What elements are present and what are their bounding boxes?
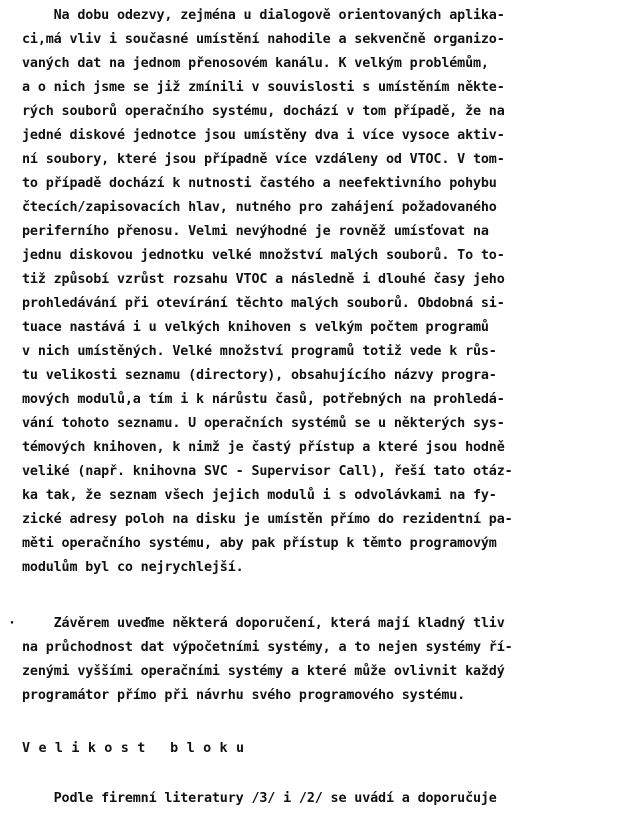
paragraph-1-line: ka tak, že seznam všech jejich modulů i s odvolávkami na fy- bbox=[22, 488, 497, 503]
paragraph-2-line: zenými vyššími operačními systémy a které může ovlivnit každý bbox=[22, 664, 505, 679]
paragraph-1-line: měti operačního systému, aby pak přístup k těmto programovým bbox=[22, 536, 497, 551]
paragraph-2-line: programátor přímo při návrhu svého programového systému. bbox=[22, 688, 466, 703]
paragraph-1-line: prohledávání při otevírání těchto malých souborů. Obdobná si- bbox=[22, 296, 505, 311]
paragraph-1-line: vaných dat na jednom přenosovém kanálu. K velkým problémům, bbox=[22, 56, 489, 71]
paragraph-1-line: témových knihoven, k nimž je častý přístup a které jsou hodně bbox=[22, 440, 505, 455]
paragraph-1-line: vání tohoto seznamu. U operačních systémů se u některých sys- bbox=[22, 416, 505, 431]
paragraph-1-line: čtecích/zapisovacích hlav, nutného pro zahájení požadovaného bbox=[22, 200, 497, 215]
paragraph-1-line: jedné diskové jednotce jsou umístěny dva i více vysoce aktiv- bbox=[22, 128, 505, 143]
paragraph-1-line: tu velikosti seznamu (directory), obsahujícího názvy progra- bbox=[22, 368, 497, 383]
paragraph-1-line: modulům byl co nejrychlejší. bbox=[22, 560, 244, 575]
paragraph-1-line: ci,má vliv i současné umístění nahodile a sekvenčně organizo- bbox=[22, 32, 505, 47]
paragraph-1-line: tiž způsobí vzrůst rozsahu VTOC a následně i dlouhé časy jeho bbox=[22, 272, 505, 287]
paragraph-1-line: veliké (např. knihovna SVC - Supervisor Call), řeší tato otáz- bbox=[22, 464, 513, 479]
paragraph-1-line: ní soubory, které jsou případně více vzdáleny od VTOC. V tom- bbox=[22, 152, 505, 167]
margin-mark: · bbox=[8, 616, 16, 631]
paragraph-1-line: a o nich jsme se již zmínili v souvislosti s umístěním někte- bbox=[22, 80, 505, 95]
paragraph-2-line: na průchodnost dat výpočetními systémy, a to nejen systémy ří- bbox=[22, 640, 513, 655]
paragraph-1-line: mových modulů,a tím i k nárůstu časů, potřebných na prohledá- bbox=[22, 392, 505, 407]
section-heading: Velikost bloku bbox=[22, 741, 253, 756]
paragraph-3-line: Podle firemní literatury /3/ i /2/ se uvádí a doporučuje bbox=[22, 791, 497, 806]
paragraph-1-line: rých souborů operačního systému, dochází v tom případě, že na bbox=[22, 104, 505, 119]
paragraph-1-line: v nich umístěných. Velké množství programů totiž vede k růs- bbox=[22, 344, 497, 359]
paragraph-1-line: periferního přenosu. Velmi nevýhodné je rovněž umísťovat na bbox=[22, 224, 489, 239]
paragraph-1-line: tuace nastává i u velkých knihoven s velkým počtem programů bbox=[22, 320, 489, 335]
paragraph-1-line: Na dobu odezvy, zejména u dialogově orientovaných aplika- bbox=[22, 8, 505, 23]
paragraph-1-line: zické adresy poloh na disku je umístěn přímo do rezidentní pa- bbox=[22, 512, 513, 527]
paragraph-2-line: Závěrem uveďme některá doporučení, která mají kladný tliv bbox=[22, 616, 505, 631]
paragraph-1-line: jednu diskovou jednotku velké množství malých souborů. To to- bbox=[22, 248, 505, 263]
paragraph-1-line: to případě dochází k nutnosti častého a neefektivního pohybu bbox=[22, 176, 497, 191]
